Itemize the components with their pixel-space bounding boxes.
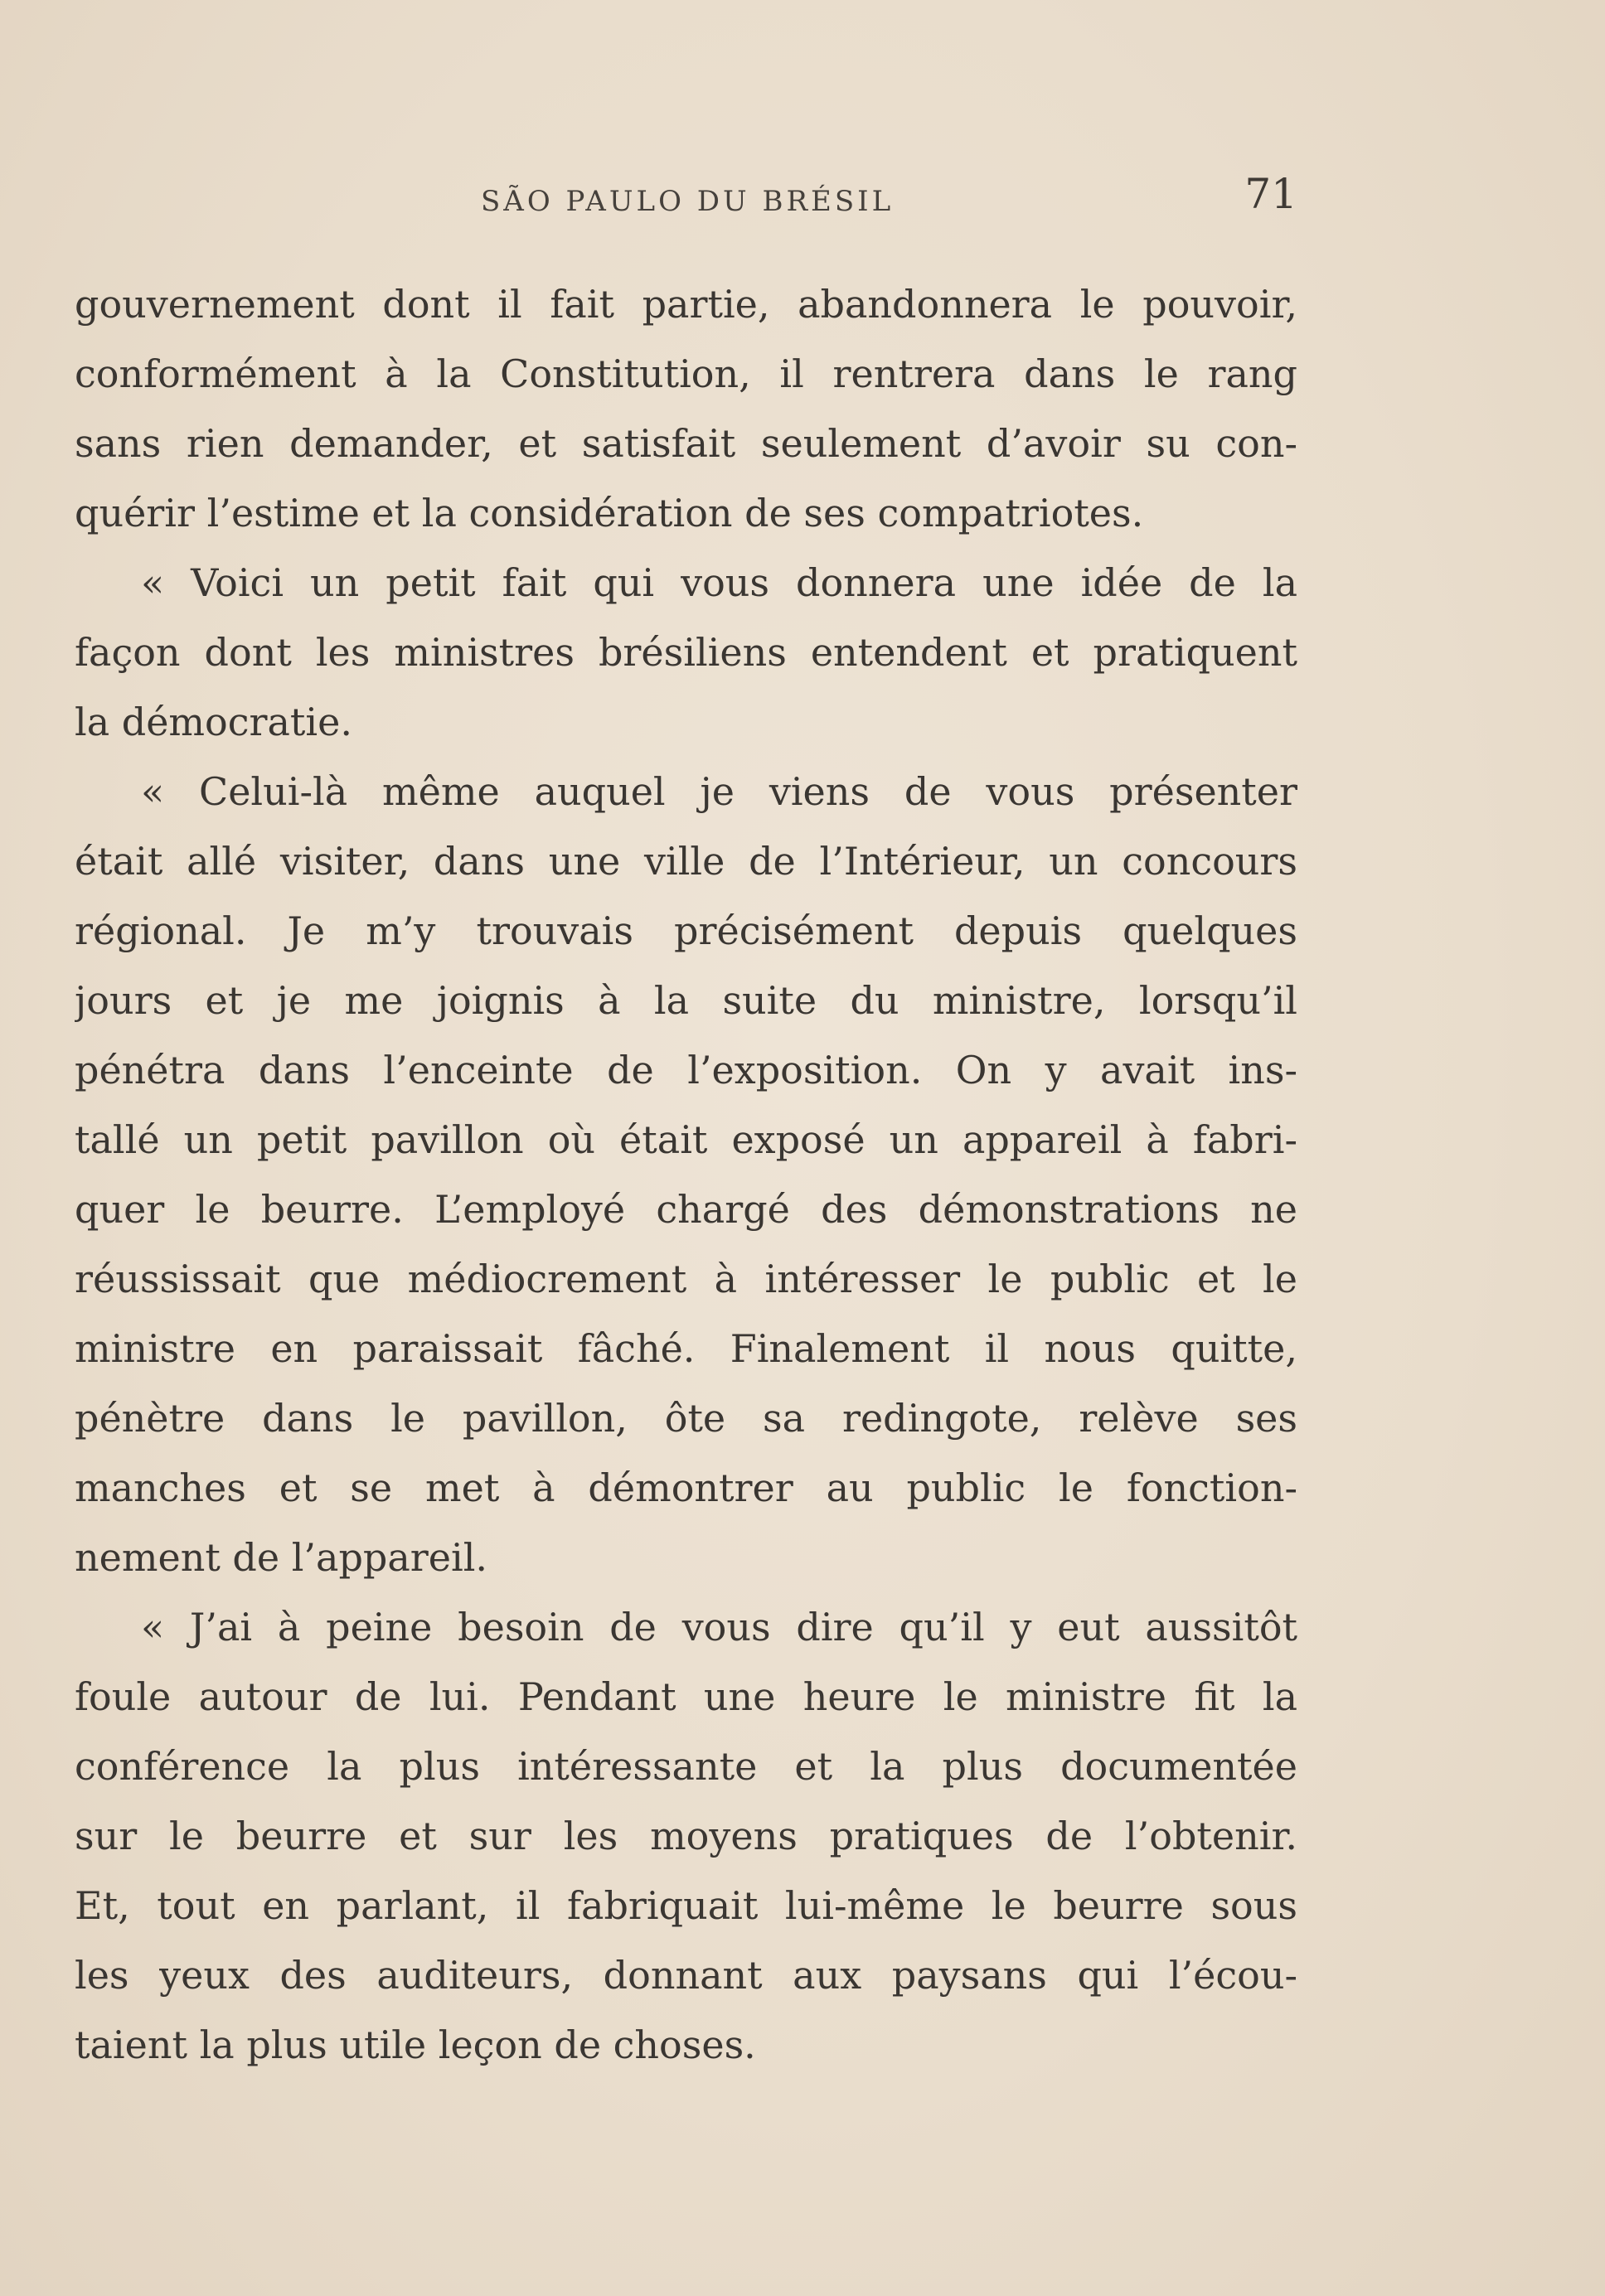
- text-line: « Celui-là même auquel je viens de vous présenter: [141, 769, 1297, 814]
- text-line: manches et se met à démontrer au public le fonction-: [75, 1465, 1297, 1510]
- text-line: quer le beurre. L’employé chargé des démonstrations ne: [75, 1187, 1297, 1232]
- text-line: conformément à la Constitution, il rentrera dans le rang: [75, 351, 1297, 396]
- text-line: jours et je me joignis à la suite du ministre, lorsqu’il: [75, 978, 1297, 1023]
- text-line: tallé un petit pavillon où était exposé un appareil à fabri-: [75, 1117, 1297, 1162]
- text-line: régional. Je m’y trouvais précisément depuis quelques: [75, 908, 1297, 953]
- page-header: [75, 170, 1297, 228]
- running-title: SÃO PAULO DU BRÉSIL: [481, 185, 895, 218]
- body-text: [75, 269, 1297, 2080]
- text-line: la démocratie.: [75, 700, 352, 744]
- text-line: les yeux des auditeurs, donnant aux paysans qui l’écou-: [75, 1953, 1297, 1998]
- text-line: réussissait que médiocrement à intéresser le public et le: [75, 1257, 1297, 1301]
- text-line: pénétra dans l’enceinte de l’exposition. On y avait ins-: [75, 1048, 1297, 1092]
- text-line: sur le beurre et sur les moyens pratiques de l’obtenir.: [75, 1814, 1297, 1858]
- text-line: gouvernement dont il fait partie, abandonnera le pouvoir,: [75, 282, 1297, 327]
- text-line: Et, tout en parlant, il fabriquait lui-même le beurre sous: [75, 1883, 1297, 1928]
- text-line: « Voici un petit fait qui vous donnera une idée de la: [141, 560, 1297, 605]
- text-line: foule autour de lui. Pendant une heure le ministre fit la: [75, 1674, 1297, 1719]
- text-line: ministre en paraissait fâché. Finalement il nous quitte,: [75, 1326, 1297, 1371]
- text-line: nement de l’appareil.: [75, 1535, 488, 1580]
- text-line: conférence la plus intéressante et la plus documentée: [75, 1744, 1297, 1789]
- text-line: sans rien demander, et satisfait seulement d’avoir su con-: [75, 421, 1297, 466]
- text-line: pénètre dans le pavillon, ôte sa redingote, relève ses: [75, 1396, 1297, 1441]
- text-line: « J’ai à peine besoin de vous dire qu’il y eut aussitôt: [141, 1605, 1297, 1649]
- text-line: quérir l’estime et la considération de ses compatriotes.: [75, 491, 1144, 535]
- text-line: taient la plus utile leçon de choses.: [75, 2022, 756, 2067]
- page-number: 71: [1244, 170, 1297, 218]
- text-line: façon dont les ministres brésiliens entendent et pratiquent: [75, 630, 1297, 675]
- text-line: était allé visiter, dans une ville de l’Intérieur, un concours: [75, 839, 1297, 884]
